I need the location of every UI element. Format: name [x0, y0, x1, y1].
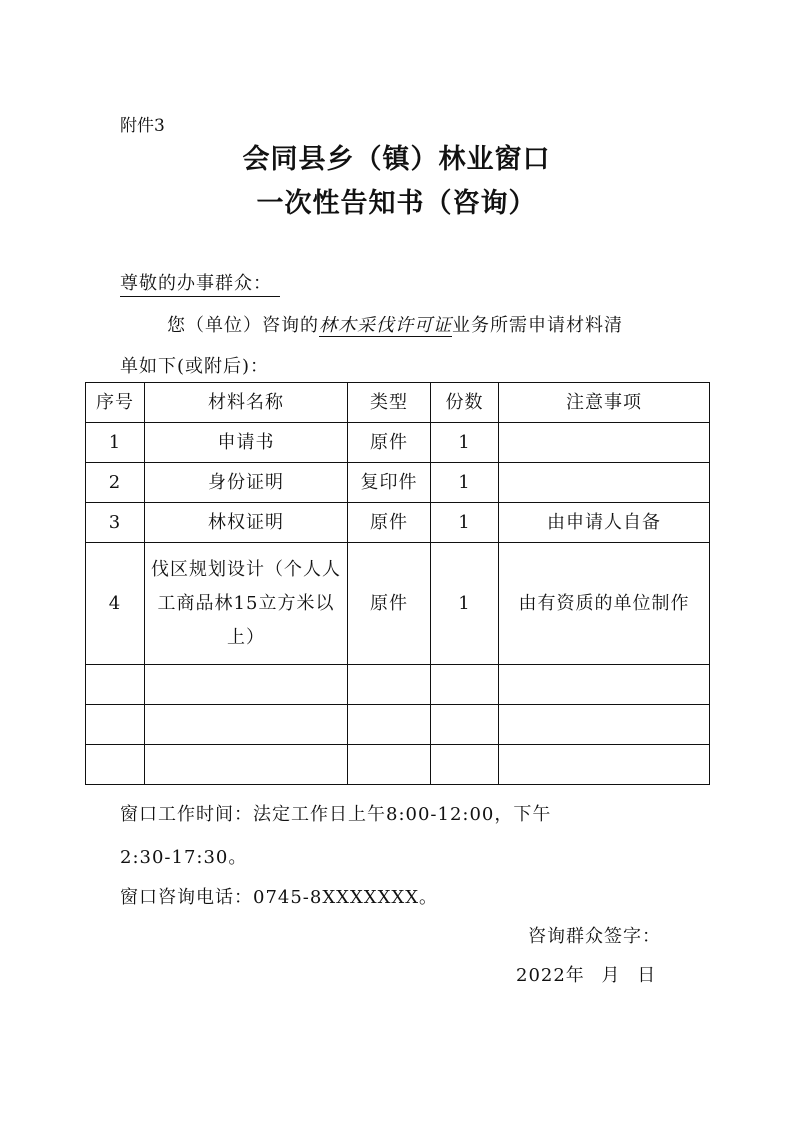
cell-type — [348, 665, 431, 705]
cell-name: 身份证明 — [145, 463, 348, 503]
table-row — [86, 543, 710, 665]
cell-type: 原件 — [348, 503, 431, 543]
cell-count — [431, 665, 499, 705]
cell-name — [145, 665, 348, 705]
intro-paragraph-line2: 单如下(或附后)： — [120, 356, 270, 377]
cell-note — [499, 423, 710, 463]
cell-type — [348, 745, 431, 785]
working-hours-line1: 窗口工作时间：法定工作日上午8:00-12:00，下午 — [120, 804, 552, 825]
business-item: 林木采伐许可证 — [319, 315, 452, 336]
cell-name: 林权证明 — [145, 503, 348, 543]
cell-note — [499, 665, 710, 705]
cell-type — [348, 705, 431, 745]
document-title-line2: 一次性告知书（咨询） — [256, 188, 537, 219]
intro-suffix: 业务所需申请材料清 — [452, 315, 623, 336]
cell-no: 1 — [86, 423, 145, 463]
cell-no — [86, 745, 145, 785]
header-note: 注意事项 — [499, 383, 710, 423]
cell-count — [431, 705, 499, 745]
cell-count — [431, 745, 499, 785]
cell-no: 2 — [86, 463, 145, 503]
cell-type: 原件 — [348, 423, 431, 463]
table-row — [86, 463, 710, 503]
header-type: 类型 — [348, 383, 431, 423]
cell-note — [499, 705, 710, 745]
cell-name — [145, 745, 348, 785]
table-row-empty — [86, 745, 710, 785]
cell-type: 复印件 — [348, 463, 431, 503]
header-no: 序号 — [86, 383, 145, 423]
cell-note — [499, 463, 710, 503]
signature-label: 咨询群众签字： — [528, 926, 661, 947]
consult-phone: 窗口咨询电话：0745-8XXXXXXX。 — [120, 887, 439, 908]
cell-count: 1 — [431, 503, 499, 543]
header-name: 材料名称 — [145, 383, 348, 423]
cell-no — [86, 665, 145, 705]
cell-name: 申请书 — [145, 423, 348, 463]
cell-count: 1 — [431, 543, 499, 665]
table-row-empty — [86, 705, 710, 745]
cell-no: 3 — [86, 503, 145, 543]
table-row-empty — [86, 665, 710, 705]
materials-table — [85, 382, 710, 785]
cell-note — [499, 745, 710, 785]
cell-note: 由申请人自备 — [499, 503, 710, 543]
table-row — [86, 423, 710, 463]
cell-no: 4 — [86, 543, 145, 665]
cell-count: 1 — [431, 463, 499, 503]
working-hours-line2: 2:30-17:30。 — [120, 847, 248, 868]
header-count: 份数 — [431, 383, 499, 423]
attachment-label: 附件3 — [120, 116, 165, 136]
cell-name: 伐区规划设计（个人人工商品林15立方米以上） — [145, 543, 348, 665]
cell-no — [86, 705, 145, 745]
intro-prefix: 您（单位）咨询的 — [167, 315, 319, 336]
date-line: 2022年 月 日 — [516, 965, 657, 986]
intro-paragraph — [167, 314, 623, 338]
cell-type: 原件 — [348, 543, 431, 665]
greeting: 尊敬的办事群众： — [120, 272, 280, 297]
cell-count: 1 — [431, 423, 499, 463]
document-title-line1: 会同县乡（镇）林业窗口 — [242, 144, 551, 175]
cell-note: 由有资质的单位制作 — [499, 543, 710, 665]
cell-name — [145, 705, 348, 745]
table-header-row — [86, 383, 710, 423]
table-row — [86, 503, 710, 543]
